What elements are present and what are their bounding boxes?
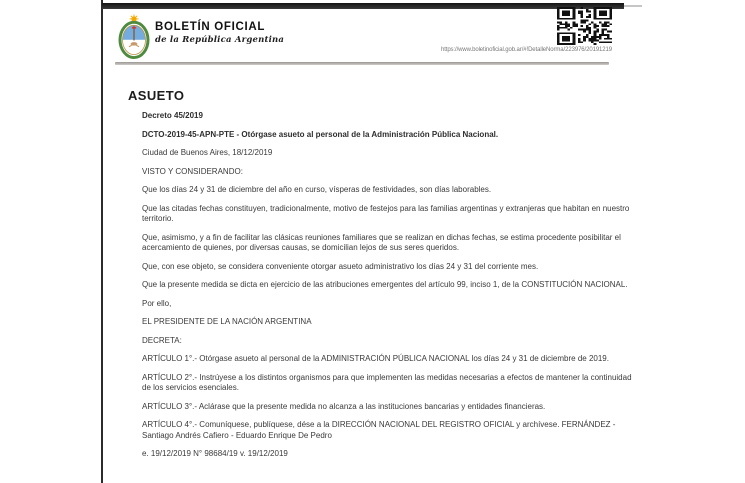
decreta-heading: DECRETA:	[142, 335, 182, 345]
publication-line: e. 19/12/2019 N° 98684/19 v. 19/12/2019	[142, 449, 288, 458]
brand-title: BOLETÍN OFICIAL	[155, 21, 266, 33]
decree-subject: DCTO-2019-45-APN-PTE - Otórgase asueto al personal de la Administración Pública Nacional.	[142, 129, 499, 139]
consideration-paragraph: Que, asimismo, y a fin de facilitar las clásicas reuniones familiares que se realizan en dichas fechas, se estima procedente posibilitar el acercamiento de quienes, por diversas causas, se domicilian lejos de sus seres queridos.	[142, 232, 621, 252]
consideration-paragraph: Que los días 24 y 31 de diciembre del año en curso, vísperas de festividades, son días laborables.	[142, 185, 492, 194]
argentina-coat-of-arms-icon	[116, 14, 152, 59]
document-title: ASUETO	[128, 88, 185, 103]
decree-number: Decreto 45/2019	[142, 111, 203, 120]
page-left-border	[101, 0, 103, 483]
article-paragraph: ARTÍCULO 1°.- Otórgase asueto al personal de la ADMINISTRACIÓN PÚBLICA NACIONAL los días 24 y 31 de diciembre de 2019.	[142, 354, 609, 363]
qr-code-icon	[557, 7, 612, 45]
article-paragraph: ARTÍCULO 2°.- Instrúyese a los distintos organismos para que implementen las medidas necesarias a efectos de mantener la continuidad de los servicios esenciales.	[142, 372, 632, 392]
page-top-bar	[102, 3, 624, 9]
authority-line: EL PRESIDENTE DE LA NACIÓN ARGENTINA	[142, 317, 312, 326]
section-heading: VISTO Y CONSIDERANDO:	[142, 166, 243, 176]
article-paragraph: ARTÍCULO 3°.- Aclárase que la presente medida no alcanza a las instituciones bancarias y entidades financieras.	[142, 401, 546, 411]
place-date: Ciudad de Buenos Aires, 18/12/2019	[142, 148, 273, 157]
article-paragraph: ARTÍCULO 4°.- Comuníquese, publíquese, dése a la DIRECCIÓN NACIONAL DEL REGISTRO OFICIAL y archívese. FERNÁNDEZ - Santiago Andrés Cafiero - Eduardo Enrique De Pedro	[142, 420, 616, 440]
consideration-paragraph: Que la presente medida se dicta en ejercicio de las atribuciones emergentes del artículo 99, inciso 1, de la CONSTITUCIÓN NACIONAL.	[142, 280, 628, 289]
consideration-paragraph: Que las citadas fechas constituyen, tradicionalmente, motivo de festejos para las familias argentinas y extranjeras que habitan en nuestro territorio.	[142, 203, 630, 223]
consideration-paragraph: Que, con ese objeto, se considera conveniente otorgar asueto administrativo los días 24 y 31 del corriente mes.	[142, 261, 539, 271]
document-body	[142, 111, 634, 468]
page-top-bar-extension	[624, 5, 642, 7]
brand-block	[155, 21, 284, 45]
brand-subtitle: de la República Argentina	[155, 35, 285, 45]
header-divider	[115, 62, 609, 65]
por-ello-line: Por ello,	[142, 298, 172, 308]
norma-url: https://www.boletinoficial.gob.ar/#!DetalleNorma/223976/20191219	[440, 47, 612, 53]
